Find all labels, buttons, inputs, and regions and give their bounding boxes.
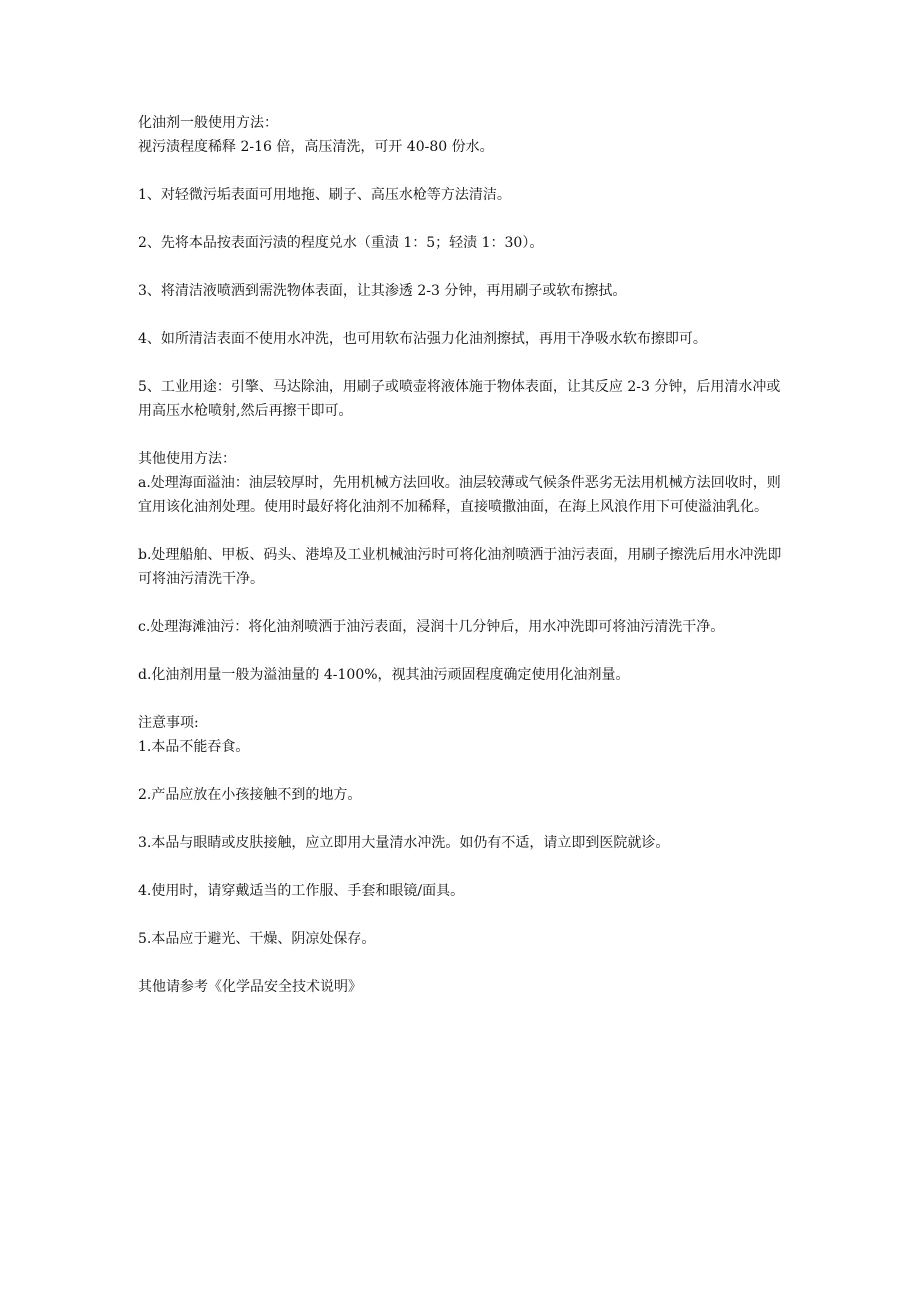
step-5: 5、工业用途：引擎、马达除油，用刷子或喷壶将液体施于物体表面，让其反应 2-3 分钟，后用清水冲或用高压水枪喷射,然后再擦干即可。 xyxy=(138,379,781,419)
other-methods-title: 其他使用方法： xyxy=(138,451,236,467)
other-method-a: a.处理海面溢油：油层较厚时，先用机械方法回收。油层较薄或气候条件恶劣无法用机械方法回收时，则宜用该化油剂处理。使用时最好将化油剂不加稀释，直接喷撒油面，在海上风浪作用下可使溢油乳化。 xyxy=(138,475,781,515)
step-1: 1、对轻微污垢表面可用地拖、刷子、高压水枪等方法清洁。 xyxy=(138,187,511,203)
other-method-c: c.处理海滩油污：将化油剂喷洒于油污表面，浸润十几分钟后，用水冲洗即可将油污清洗干净。 xyxy=(138,619,725,635)
note-2: 2.产品应放在小孩接触不到的地方。 xyxy=(138,787,362,803)
note-3: 3.本品与眼睛或皮肤接触，应立即用大量清水冲洗。如仍有不适，请立即到医院就诊。 xyxy=(138,835,670,851)
step-3: 3、将清洁液喷洒到需洗物体表面，让其渗透 2-3 分钟，再用刷子或软布擦拭。 xyxy=(138,283,627,299)
other-method-d: d.化油剂用量一般为溢油量的 4-100%，视其油污顽固程度确定使用化油剂量。 xyxy=(138,667,630,683)
notes-title: 注意事项: xyxy=(138,715,199,731)
note-1: 1.本品不能吞食。 xyxy=(138,739,250,755)
footer-reference: 其他请参考《化学品安全技术说明》 xyxy=(138,979,362,995)
step-4: 4、如所清洁表面不使用水冲洗，也可用软布沾强力化油剂擦拭，再用干净吸水软布擦即可。 xyxy=(138,331,707,347)
other-method-b: b.处理船舶、甲板、码头、港埠及工业机械油污时可将化油剂喷洒于油污表面，用刷子擦洗后用水冲洗即可将油污清洗干净。 xyxy=(138,547,782,587)
document-body xyxy=(138,111,788,999)
intro-line: 视污渍程度稀释 2-16 倍，高压清洗，可开 40-80 份水。 xyxy=(138,139,494,155)
note-5: 5.本品应于避光、干燥、阴凉处保存。 xyxy=(138,931,376,947)
intro-title: 化油剂一般使用方法： xyxy=(138,115,278,131)
step-2: 2、先将本品按表面污渍的程度兑水（重渍 1：5；轻渍 1：30）。 xyxy=(138,235,544,251)
note-4: 4.使用时，请穿戴适当的工作服、手套和眼镜/面具。 xyxy=(138,883,465,899)
